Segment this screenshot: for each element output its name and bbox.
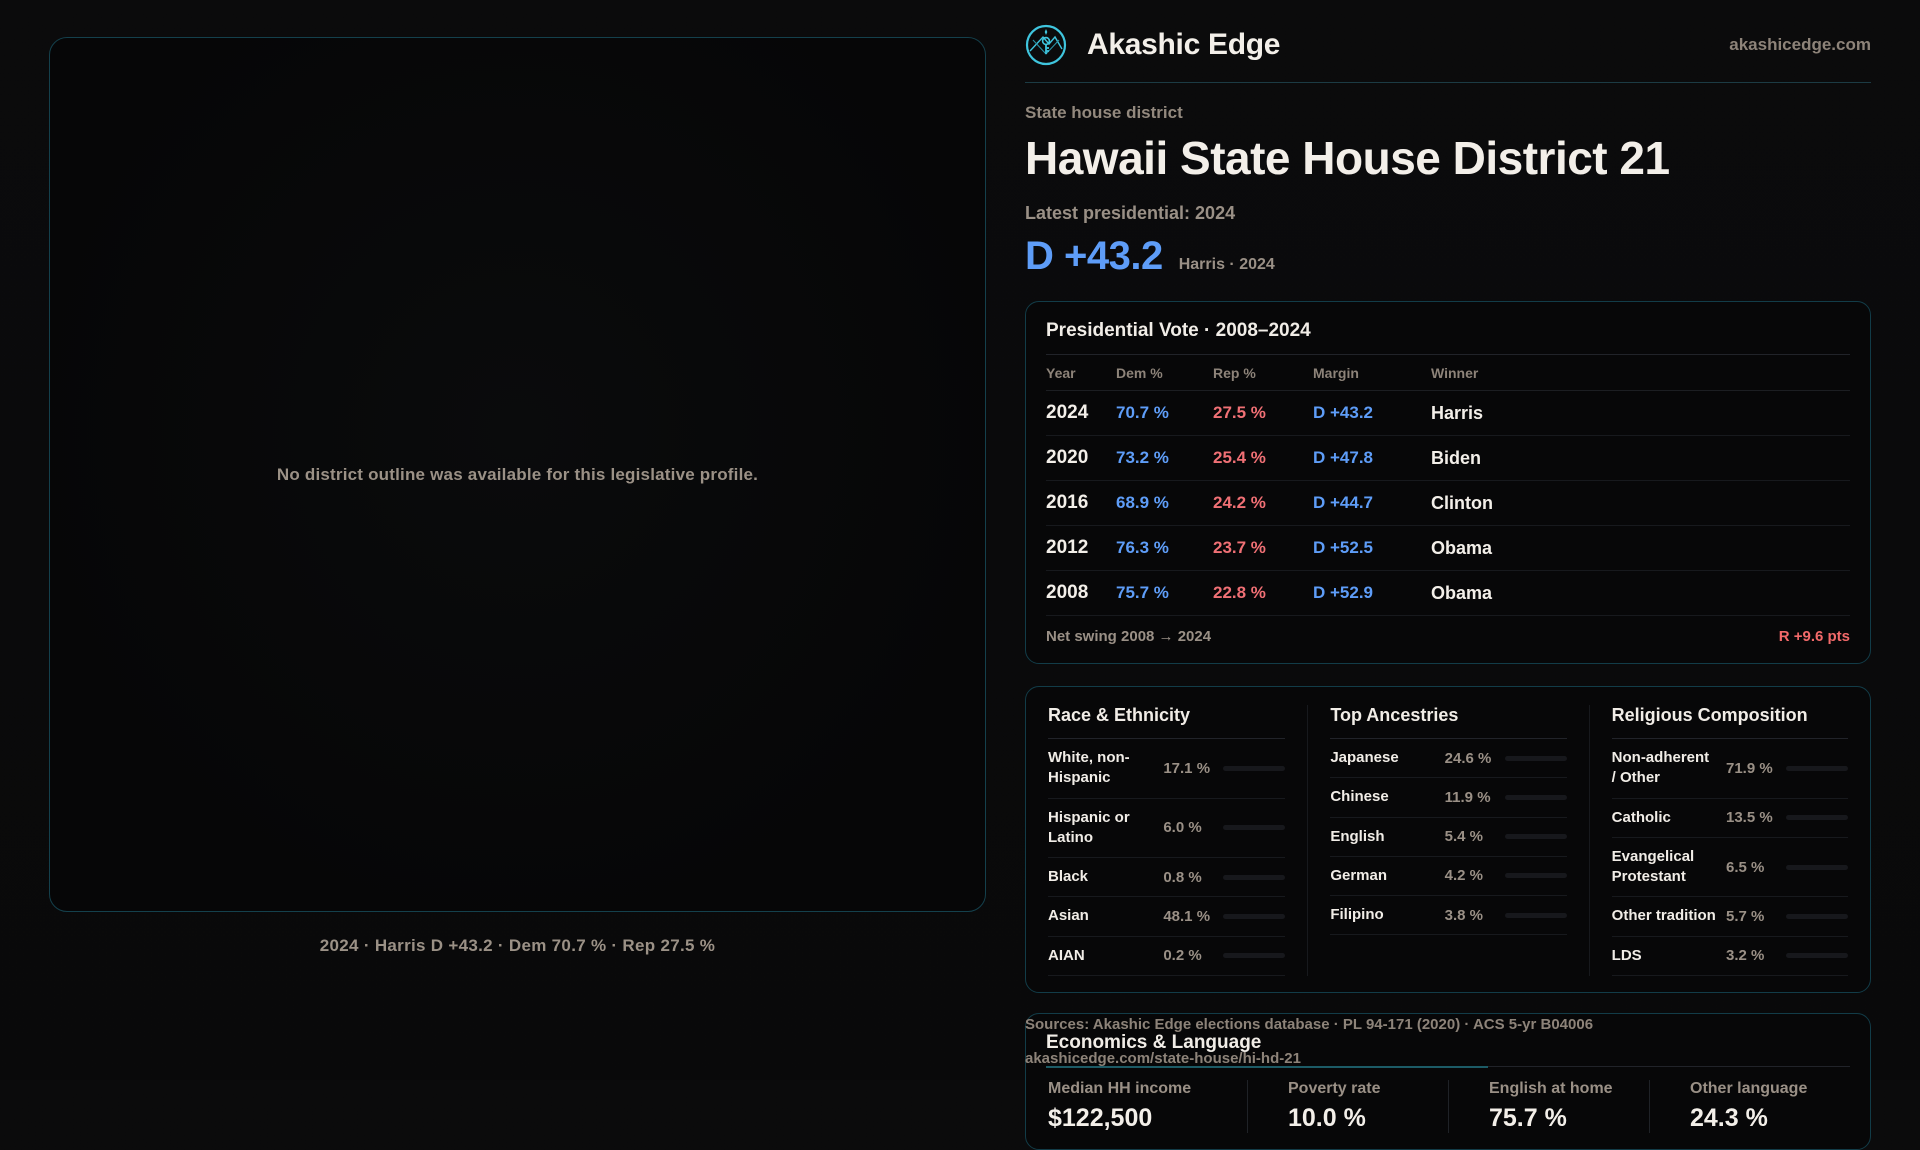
district-type-eyebrow: State house district	[1025, 103, 1183, 122]
race-label: Asian	[1048, 907, 1089, 925]
ancestry-row	[1330, 896, 1566, 935]
ancestry-value: 5.4 %	[1444, 828, 1484, 846]
col-header-margin: Margin	[1313, 355, 1431, 391]
religion-row	[1612, 739, 1848, 799]
source-url: akashicedge.com/state-house/hi-hd-21	[1025, 1050, 1301, 1067]
religion-bar	[1786, 815, 1848, 820]
cell-winner: Obama	[1431, 571, 1850, 616]
cell-rep: 25.4 %	[1213, 436, 1313, 481]
demographics-card	[1025, 686, 1871, 993]
religion-bar	[1786, 953, 1848, 958]
cell-dem: 70.7 %	[1116, 391, 1213, 436]
cell-dem: 68.9 %	[1116, 481, 1213, 526]
map-placeholder-text: No district outline was available for this legislative profile.	[276, 464, 759, 484]
ancestry-label: German	[1330, 866, 1388, 884]
ancestry-bar	[1505, 756, 1567, 761]
cell-year: 2008	[1046, 571, 1116, 616]
religion-label: Catholic	[1611, 808, 1671, 826]
district-map-section	[49, 37, 986, 956]
race-row	[1048, 897, 1285, 936]
race-bar	[1223, 766, 1285, 771]
economics-card	[1025, 1013, 1871, 1150]
race-row	[1048, 799, 1285, 859]
map-caption: 2024 · Harris D +43.2 · Dem 70.7 % · Rep 27.5 %	[319, 936, 716, 955]
cell-winner: Biden	[1431, 436, 1850, 481]
ancestry-row	[1330, 739, 1566, 778]
ancestry-row	[1330, 857, 1566, 896]
race-bar	[1223, 953, 1285, 958]
presidential-vote-card	[1025, 301, 1871, 664]
presidential-card-title: Presidential Vote · 2008–2024	[1046, 320, 1311, 341]
header-divider	[1025, 82, 1871, 83]
cell-rep: 24.2 %	[1213, 481, 1313, 526]
sources-line: Sources: Akashic Edge elections database · PL 94-171 (2020) · ACS 5-yr B04006	[1025, 1016, 1594, 1033]
race-value: 6.0 %	[1163, 819, 1202, 837]
race-label: Black	[1048, 868, 1089, 885]
stat-value: 75.7 %	[1489, 1103, 1567, 1132]
stat-label: English at home	[1489, 1079, 1613, 1097]
net-swing-label: Net swing 2008 → 2024	[1046, 628, 1212, 645]
brand-name: Akashic Edge	[1087, 28, 1281, 61]
ancestry-label: English	[1330, 827, 1385, 845]
cell-margin: D +47.8	[1313, 436, 1431, 481]
race-row	[1048, 858, 1285, 897]
religion-bar	[1786, 766, 1848, 771]
table-header-row	[1046, 355, 1850, 391]
brand-domain[interactable]: akashicedge.com	[1729, 35, 1871, 54]
table-row	[1046, 481, 1850, 526]
ancestry-label: Japanese	[1330, 749, 1399, 766]
religion-label: Other tradition	[1611, 907, 1716, 925]
card-accent-underline	[1046, 1066, 1488, 1068]
headline-margin-value: D +43.2	[1025, 234, 1163, 278]
latest-presidential-label: Latest presidential: 2024	[1025, 203, 1236, 223]
race-label: AIAN	[1048, 946, 1085, 964]
religion-value: 5.7 %	[1726, 907, 1765, 925]
ancestry-label: Chinese	[1330, 788, 1389, 806]
race-row	[1048, 937, 1285, 976]
col-header-rep: Rep %	[1213, 355, 1313, 391]
race-value: 0.2 %	[1163, 947, 1202, 965]
cell-dem: 75.7 %	[1116, 571, 1213, 616]
ancestries-panel	[1307, 705, 1588, 976]
religion-value: 3.2 %	[1726, 947, 1765, 965]
net-swing-value: R +9.6 pts	[1778, 628, 1850, 645]
ancestry-label: Filipino	[1330, 906, 1384, 923]
stat-english-at-home	[1448, 1080, 1649, 1133]
district-map-panel	[49, 37, 986, 912]
ancestry-bar	[1505, 834, 1567, 839]
akashic-edge-logo-icon	[1025, 24, 1067, 66]
stat-label: Median HH income	[1048, 1079, 1192, 1097]
stat-other-language	[1649, 1080, 1850, 1133]
religion-value: 6.5 %	[1726, 858, 1765, 876]
religion-label: Non-adherent / Other	[1611, 749, 1710, 787]
cell-year: 2024	[1046, 391, 1116, 436]
religion-label: Evangelical Protestant	[1611, 847, 1695, 885]
religion-value: 13.5 %	[1726, 809, 1773, 827]
religion-value: 71.9 %	[1726, 759, 1773, 777]
ancestry-bar	[1505, 913, 1567, 918]
cell-year: 2012	[1046, 526, 1116, 571]
cell-rep: 22.8 %	[1213, 571, 1313, 616]
ancestry-value: 11.9 %	[1444, 788, 1491, 806]
race-panel-title: Race & Ethnicity	[1048, 705, 1285, 739]
ancestry-value: 4.2 %	[1444, 867, 1484, 885]
col-header-year: Year	[1046, 355, 1116, 391]
net-swing-row	[1046, 628, 1850, 649]
religion-row	[1612, 838, 1848, 898]
religion-bar	[1786, 914, 1848, 919]
cell-margin: D +44.7	[1313, 481, 1431, 526]
race-value: 0.8 %	[1163, 868, 1202, 886]
ancestry-row	[1330, 818, 1566, 857]
race-value: 17.1 %	[1163, 759, 1211, 777]
cell-winner: Obama	[1431, 526, 1850, 571]
col-header-winner: Winner	[1431, 355, 1850, 391]
stat-label: Other language	[1690, 1079, 1808, 1097]
table-row	[1046, 526, 1850, 571]
stat-value: 10.0 %	[1288, 1103, 1366, 1132]
race-row	[1048, 739, 1285, 799]
ancestries-panel-title: Top Ancestries	[1330, 705, 1566, 739]
stat-value: 24.3 %	[1690, 1103, 1768, 1132]
religion-row	[1612, 937, 1848, 976]
stat-value: $122,500	[1048, 1103, 1153, 1132]
cell-margin: D +52.9	[1313, 571, 1431, 616]
race-label: White, non-Hispanic	[1048, 749, 1130, 787]
religion-label: LDS	[1611, 946, 1642, 964]
presidential-vote-table	[1046, 355, 1850, 616]
headline-margin-row	[1025, 234, 1871, 279]
cell-dem: 73.2 %	[1116, 436, 1213, 481]
cell-dem: 76.3 %	[1116, 526, 1213, 571]
race-bar	[1223, 825, 1285, 830]
ancestry-row	[1330, 778, 1566, 817]
cell-rep: 27.5 %	[1213, 391, 1313, 436]
table-row	[1046, 391, 1850, 436]
ancestry-bar	[1505, 873, 1567, 878]
ancestry-bar	[1505, 795, 1567, 800]
cell-year: 2020	[1046, 436, 1116, 481]
race-ethnicity-panel	[1026, 705, 1307, 976]
col-header-dem: Dem %	[1116, 355, 1213, 391]
site-header	[1025, 24, 1871, 66]
religion-panel-title: Religious Composition	[1612, 705, 1848, 739]
cell-winner: Clinton	[1431, 481, 1850, 526]
stat-median-income	[1046, 1080, 1247, 1133]
cell-margin: D +52.5	[1313, 526, 1431, 571]
ancestry-value: 24.6 %	[1444, 749, 1492, 767]
race-bar	[1223, 875, 1285, 880]
cell-winner: Harris	[1431, 391, 1850, 436]
profile-content	[1025, 24, 1871, 1150]
economics-card-title: Economics & Language	[1046, 1031, 1262, 1053]
page-title: Hawaii State House District 21	[1025, 132, 1670, 184]
religion-panel	[1589, 705, 1870, 976]
cell-rep: 23.7 %	[1213, 526, 1313, 571]
religion-bar	[1786, 865, 1848, 870]
race-value: 48.1 %	[1163, 907, 1211, 925]
religion-row	[1612, 799, 1848, 838]
stat-label: Poverty rate	[1288, 1079, 1381, 1097]
table-row	[1046, 436, 1850, 481]
race-label: Hispanic or Latino	[1048, 808, 1130, 846]
race-bar	[1223, 914, 1285, 919]
religion-row	[1612, 897, 1848, 936]
stat-poverty-rate	[1247, 1080, 1448, 1133]
headline-margin-context: Harris · 2024	[1178, 256, 1275, 273]
cell-year: 2016	[1046, 481, 1116, 526]
table-row	[1046, 571, 1850, 616]
cell-margin: D +43.2	[1313, 391, 1431, 436]
ancestry-value: 3.8 %	[1444, 906, 1484, 924]
